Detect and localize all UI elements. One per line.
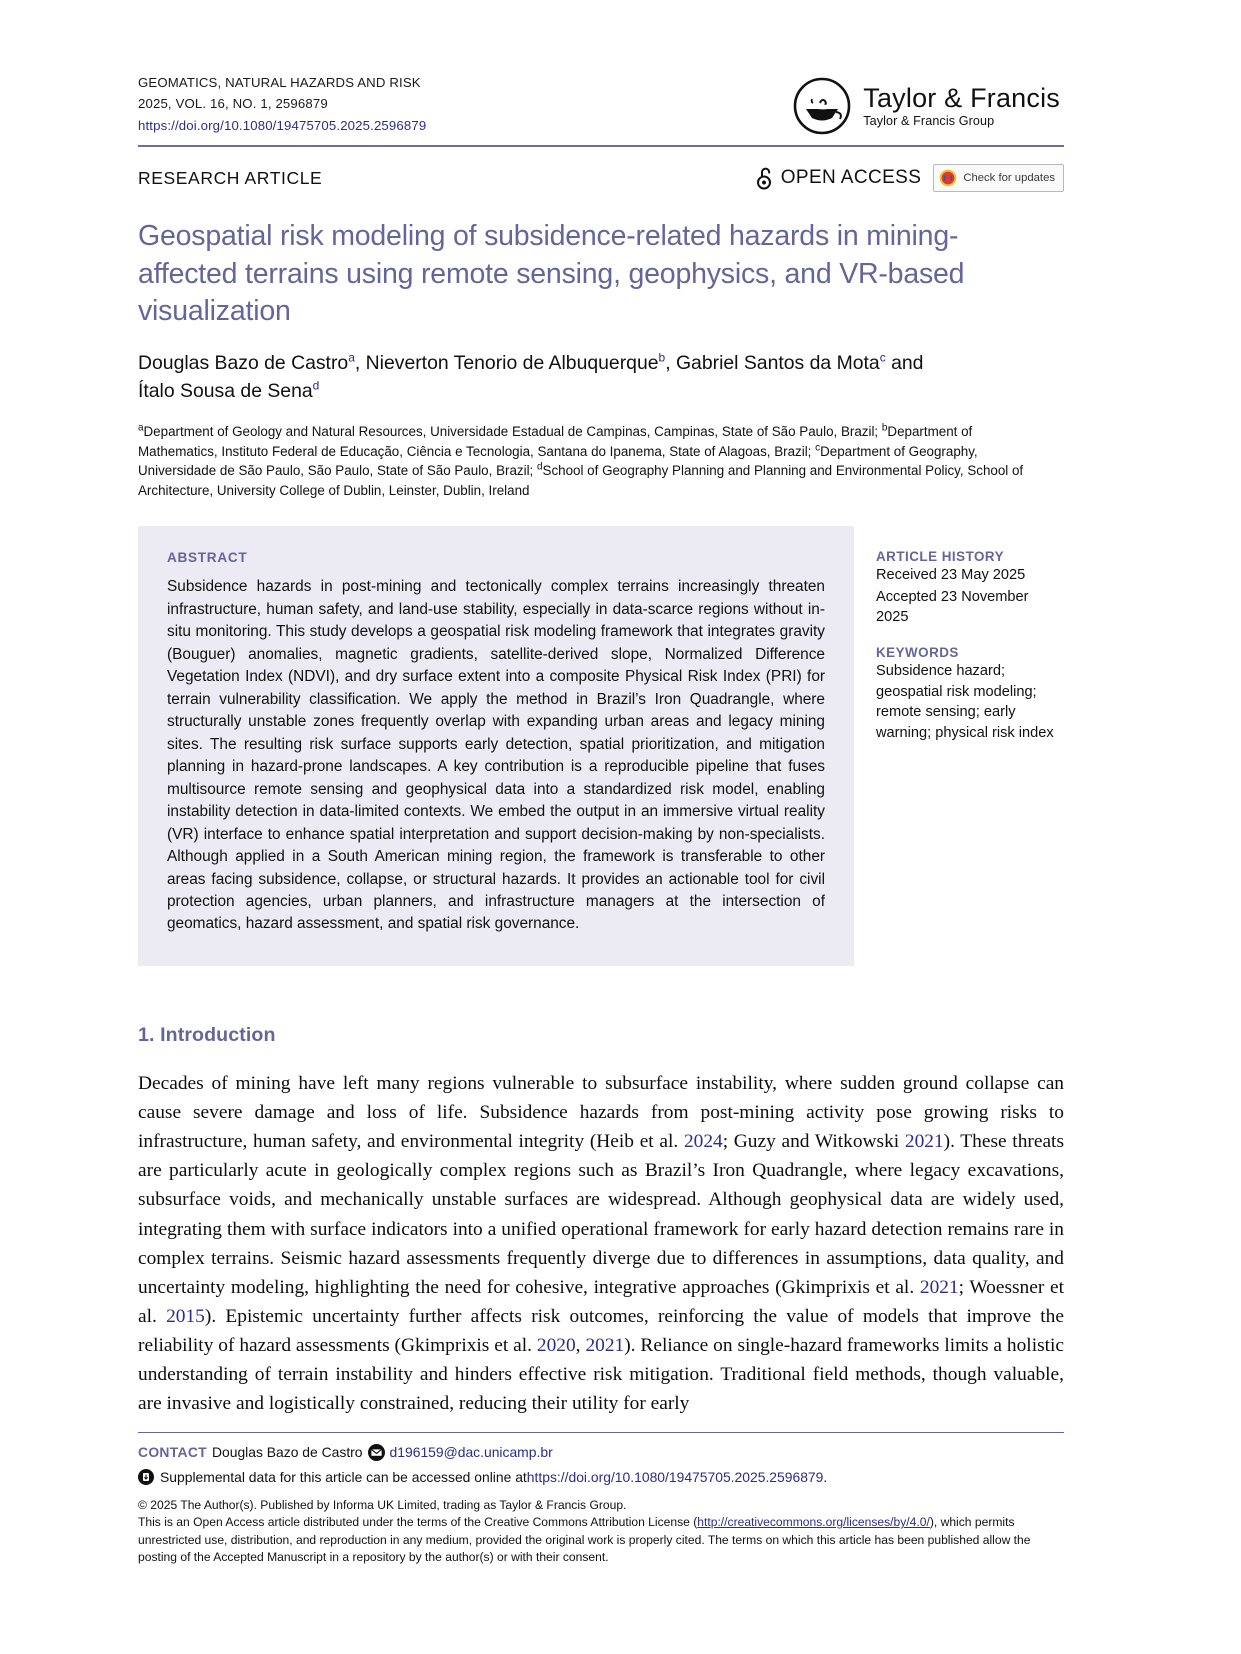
license-line xyxy=(138,1514,1064,1566)
affil-d-text: School of Geography Planning and Planning and Environmental Policy, School of Architecture, University College of Dublin, Leinster, Dublin, Ireland xyxy=(138,463,1024,498)
para-text-4: ; Woessner et al. xyxy=(138,1276,1064,1327)
journal-doi-link[interactable]: https://doi.org/10.1080/19475705.2025.2596879 xyxy=(138,117,427,133)
abstract-box xyxy=(138,526,854,966)
affil-c-mark: c xyxy=(815,442,821,454)
citation-gkimprixis-2020[interactable]: 2020 xyxy=(536,1334,576,1356)
accepted-date: Accepted 23 November 2025 xyxy=(876,588,1029,626)
author-4: Ítalo Sousa de Sena xyxy=(138,379,313,402)
citation-gkimprixis-2021[interactable]: 2021 xyxy=(919,1276,959,1298)
article-history-heading: ARTICLE HISTORY xyxy=(876,549,1005,565)
oil-lamp-icon xyxy=(792,76,852,136)
masthead-divider xyxy=(138,145,1064,147)
journal-title: GEOMATICS, NATURAL HAZARDS AND RISK xyxy=(138,75,421,90)
journal-issue: 2025, VOL. 16, NO. 1, 2596879 xyxy=(138,96,328,112)
contact-label: CONTACT xyxy=(138,1444,207,1460)
page-title: Geospatial risk modeling of subsidence-related hazards in mining-affected terrains using remote sensing, geophysics, and VR-based visualization xyxy=(138,220,965,328)
abstract-heading: ABSTRACT xyxy=(167,550,248,566)
license-text-2: ), which permits unrestricted use, distribution, and reproduction in any medium, provided the original work is properly cited. The terms on which this article has been published allow the posting of the Accepted Manuscript in a repository by the author(s) or with their consent. xyxy=(138,1515,1031,1564)
author-2: , Nieverton Tenorio de Albuquerque xyxy=(354,351,659,374)
license-text-1: This is an Open Access article distributed under the terms of the Creative Commons Attribution License ( xyxy=(138,1515,698,1530)
affil-d-mark: d xyxy=(537,461,543,473)
affil-a-mark: a xyxy=(138,422,144,434)
para-text-3: ). These threats are particularly acute in geologically complex regions such as Brazil’s Iron Quadrangle, where legacy excavations, subsurface voids, and mechanically unstable surfaces are widespread. Although geophysical data are widely used, integrating them with surface indicators into a unified operational framework for early hazard detection remains rare in complex terrains. Seismic hazard assessments frequently diverge due to differences in assumptions, data quality, and uncertainty modeling, highlighting the need for cohesive, integrative approaches (Gkimprixis et al. xyxy=(138,1131,1064,1298)
section-heading-introduction: 1. Introduction xyxy=(138,1023,276,1046)
supplemental-data-line xyxy=(138,1467,1064,1488)
para-text-2: ; Guzy and Witkowski xyxy=(722,1131,905,1153)
citation-gkimprixis-2021b[interactable]: 2021 xyxy=(585,1334,625,1356)
open-access-label: OPEN ACCESS xyxy=(780,167,922,189)
access-badges xyxy=(757,164,1064,192)
author-3: , Gabriel Santos da Mota xyxy=(665,351,880,374)
page-content xyxy=(138,0,1064,1438)
contact-email-link[interactable]: d196159@dac.unicamp.br xyxy=(389,1444,553,1460)
copyright-line: © 2025 The Author(s). Published by Informa UK Limited, trading as Taylor & Francis Group. xyxy=(138,1497,627,1512)
para-text-5: ). Epistemic uncertainty further affects risk outcomes, reinforcing the value of models that improve the reliability of hazard assessments (Gkimprixis et al. xyxy=(138,1305,1064,1356)
citation-woessner-2015[interactable]: 2015 xyxy=(166,1305,205,1327)
envelope-icon xyxy=(368,1444,385,1461)
para-text-6: , xyxy=(575,1334,586,1356)
journal-masthead xyxy=(138,0,1064,136)
abstract-text: Subsidence hazards in post-mining and tectonically complex terrains increasingly threaten infrastructure, human safety, and land-use stability, especially in data-scarce regions without in-situ monitoring. This study develops a geospatial risk modeling framework that integrates gravity (Bouguer) anomalies, magnetic gradients, satellite-derived slope, Normalized Difference Vegetation Index (NDVI), and dry surface extent into a composite Physical Risk Index (PRI) for terrain vulnerability classification. We apply the method in Brazil’s Iron Quadrangle, where structurally unstable zones frequently overlap with expanding urban areas and legacy mining sites. The resulting risk surface supports early detection, spatial prioritization, and mitigation planning in hazard-prone landscapes. A key contribution is a reproducible pipeline that fuses multisource remote sensing and geophysical data into a standardized risk model, enabling instability detection in data-limited contexts. We embed the output in an immersive virtual reality (VR) interface to enhance spatial interpretation and support decision-making by non-specialists. Although applied in a South American mining region, the framework is transferable to other areas facing subsidence, collapse, or structural hazards. It provides an actionable tool for civil protection agencies, urban planners, and infrastructure managers at the intersection of geomatics, hazard assessment, and spatial risk governance. xyxy=(167,578,825,933)
author-4-affil-mark: d xyxy=(312,378,320,393)
crossmark-label: Check for updates xyxy=(963,172,1055,185)
author-2-affil-mark: b xyxy=(658,350,666,365)
journal-identity xyxy=(138,72,426,136)
crossmark-badge[interactable] xyxy=(933,164,1064,192)
supplemental-text: Supplemental data for this article can be accessed online at xyxy=(160,1468,527,1485)
supplemental-data-icon xyxy=(138,1469,154,1485)
affil-c-text: Department of Geography, Universidade de São Paulo, São Paulo, State of São Paulo, Brazil; xyxy=(138,443,978,479)
author-list xyxy=(138,350,1018,406)
affil-a-text: Department of Geology and Natural Resources, Universidade Estadual de Campinas, Campinas, State of São Paulo, Brazil; xyxy=(143,424,882,440)
legal-block xyxy=(138,1497,1064,1567)
author-1: Douglas Bazo de Castro xyxy=(138,351,349,374)
footer-divider xyxy=(138,1432,1064,1433)
author-conjunction: and xyxy=(885,351,924,374)
contact-name: Douglas Bazo de Castro xyxy=(211,1444,363,1460)
para-text-7: ). Reliance on single-hazard frameworks limits a holistic understanding of terrain instability and hinders effective risk mitigation. Traditional field methods, though valuable, are invasive and logistically constrained, reducing their utility for early xyxy=(138,1334,1065,1415)
affiliations xyxy=(138,422,1050,500)
affil-b-text: Department of Mathematics, Instituto Federal de Educação, Ciência e Tecnologia, Santana do Ipanema, State of Alagoas, Brazil; xyxy=(138,424,973,459)
publisher-group: Taylor & Francis Group xyxy=(863,114,995,129)
contact-line xyxy=(138,1442,1064,1463)
para-text-1: Decades of mining have left many regions vulnerable to subsurface instability, where sudden ground collapse can cause severe damage and loss of life. Subsidence hazards from post-mining activity pose growing risks to infrastructure, human safety, and environmental integrity (Heib et al. xyxy=(138,1072,1064,1153)
keywords-text: Subsidence hazard; geospatial risk modeling; remote sensing; early warning; physical risk index xyxy=(876,663,1054,741)
supplemental-doi-link[interactable]: https://doi.org/10.1080/19475705.2025.2596879 xyxy=(526,1468,824,1485)
keywords-heading: KEYWORDS xyxy=(876,645,959,661)
article-type-row xyxy=(138,164,1064,192)
publisher-name: Taylor & Francis xyxy=(863,82,1060,113)
creative-commons-link[interactable]: http://creativecommons.org/licenses/by/4.0/ xyxy=(697,1515,930,1530)
affil-b-mark: b xyxy=(881,422,888,434)
metadata-spacer xyxy=(876,627,1064,645)
article-metadata-column xyxy=(854,526,1064,966)
taylor-francis-wordmark xyxy=(863,84,1060,129)
taylor-francis-logo xyxy=(792,76,1064,136)
article-type-label: RESEARCH ARTICLE xyxy=(138,167,323,188)
citation-heib-2024[interactable]: 2024 xyxy=(683,1131,723,1153)
received-date: Received 23 May 2025 xyxy=(876,567,1026,584)
citation-guzy-2021[interactable]: 2021 xyxy=(904,1131,944,1153)
author-1-affil-mark: a xyxy=(348,350,355,365)
introduction-paragraph xyxy=(138,1069,1064,1418)
open-lock-icon xyxy=(757,166,774,190)
author-3-affil-mark: c xyxy=(879,350,886,365)
abstract-section xyxy=(138,526,1064,966)
page-footer xyxy=(138,1432,1064,1566)
crossmark-icon xyxy=(939,169,957,187)
open-access-badge xyxy=(757,166,922,190)
supplemental-tail: . xyxy=(823,1468,828,1485)
